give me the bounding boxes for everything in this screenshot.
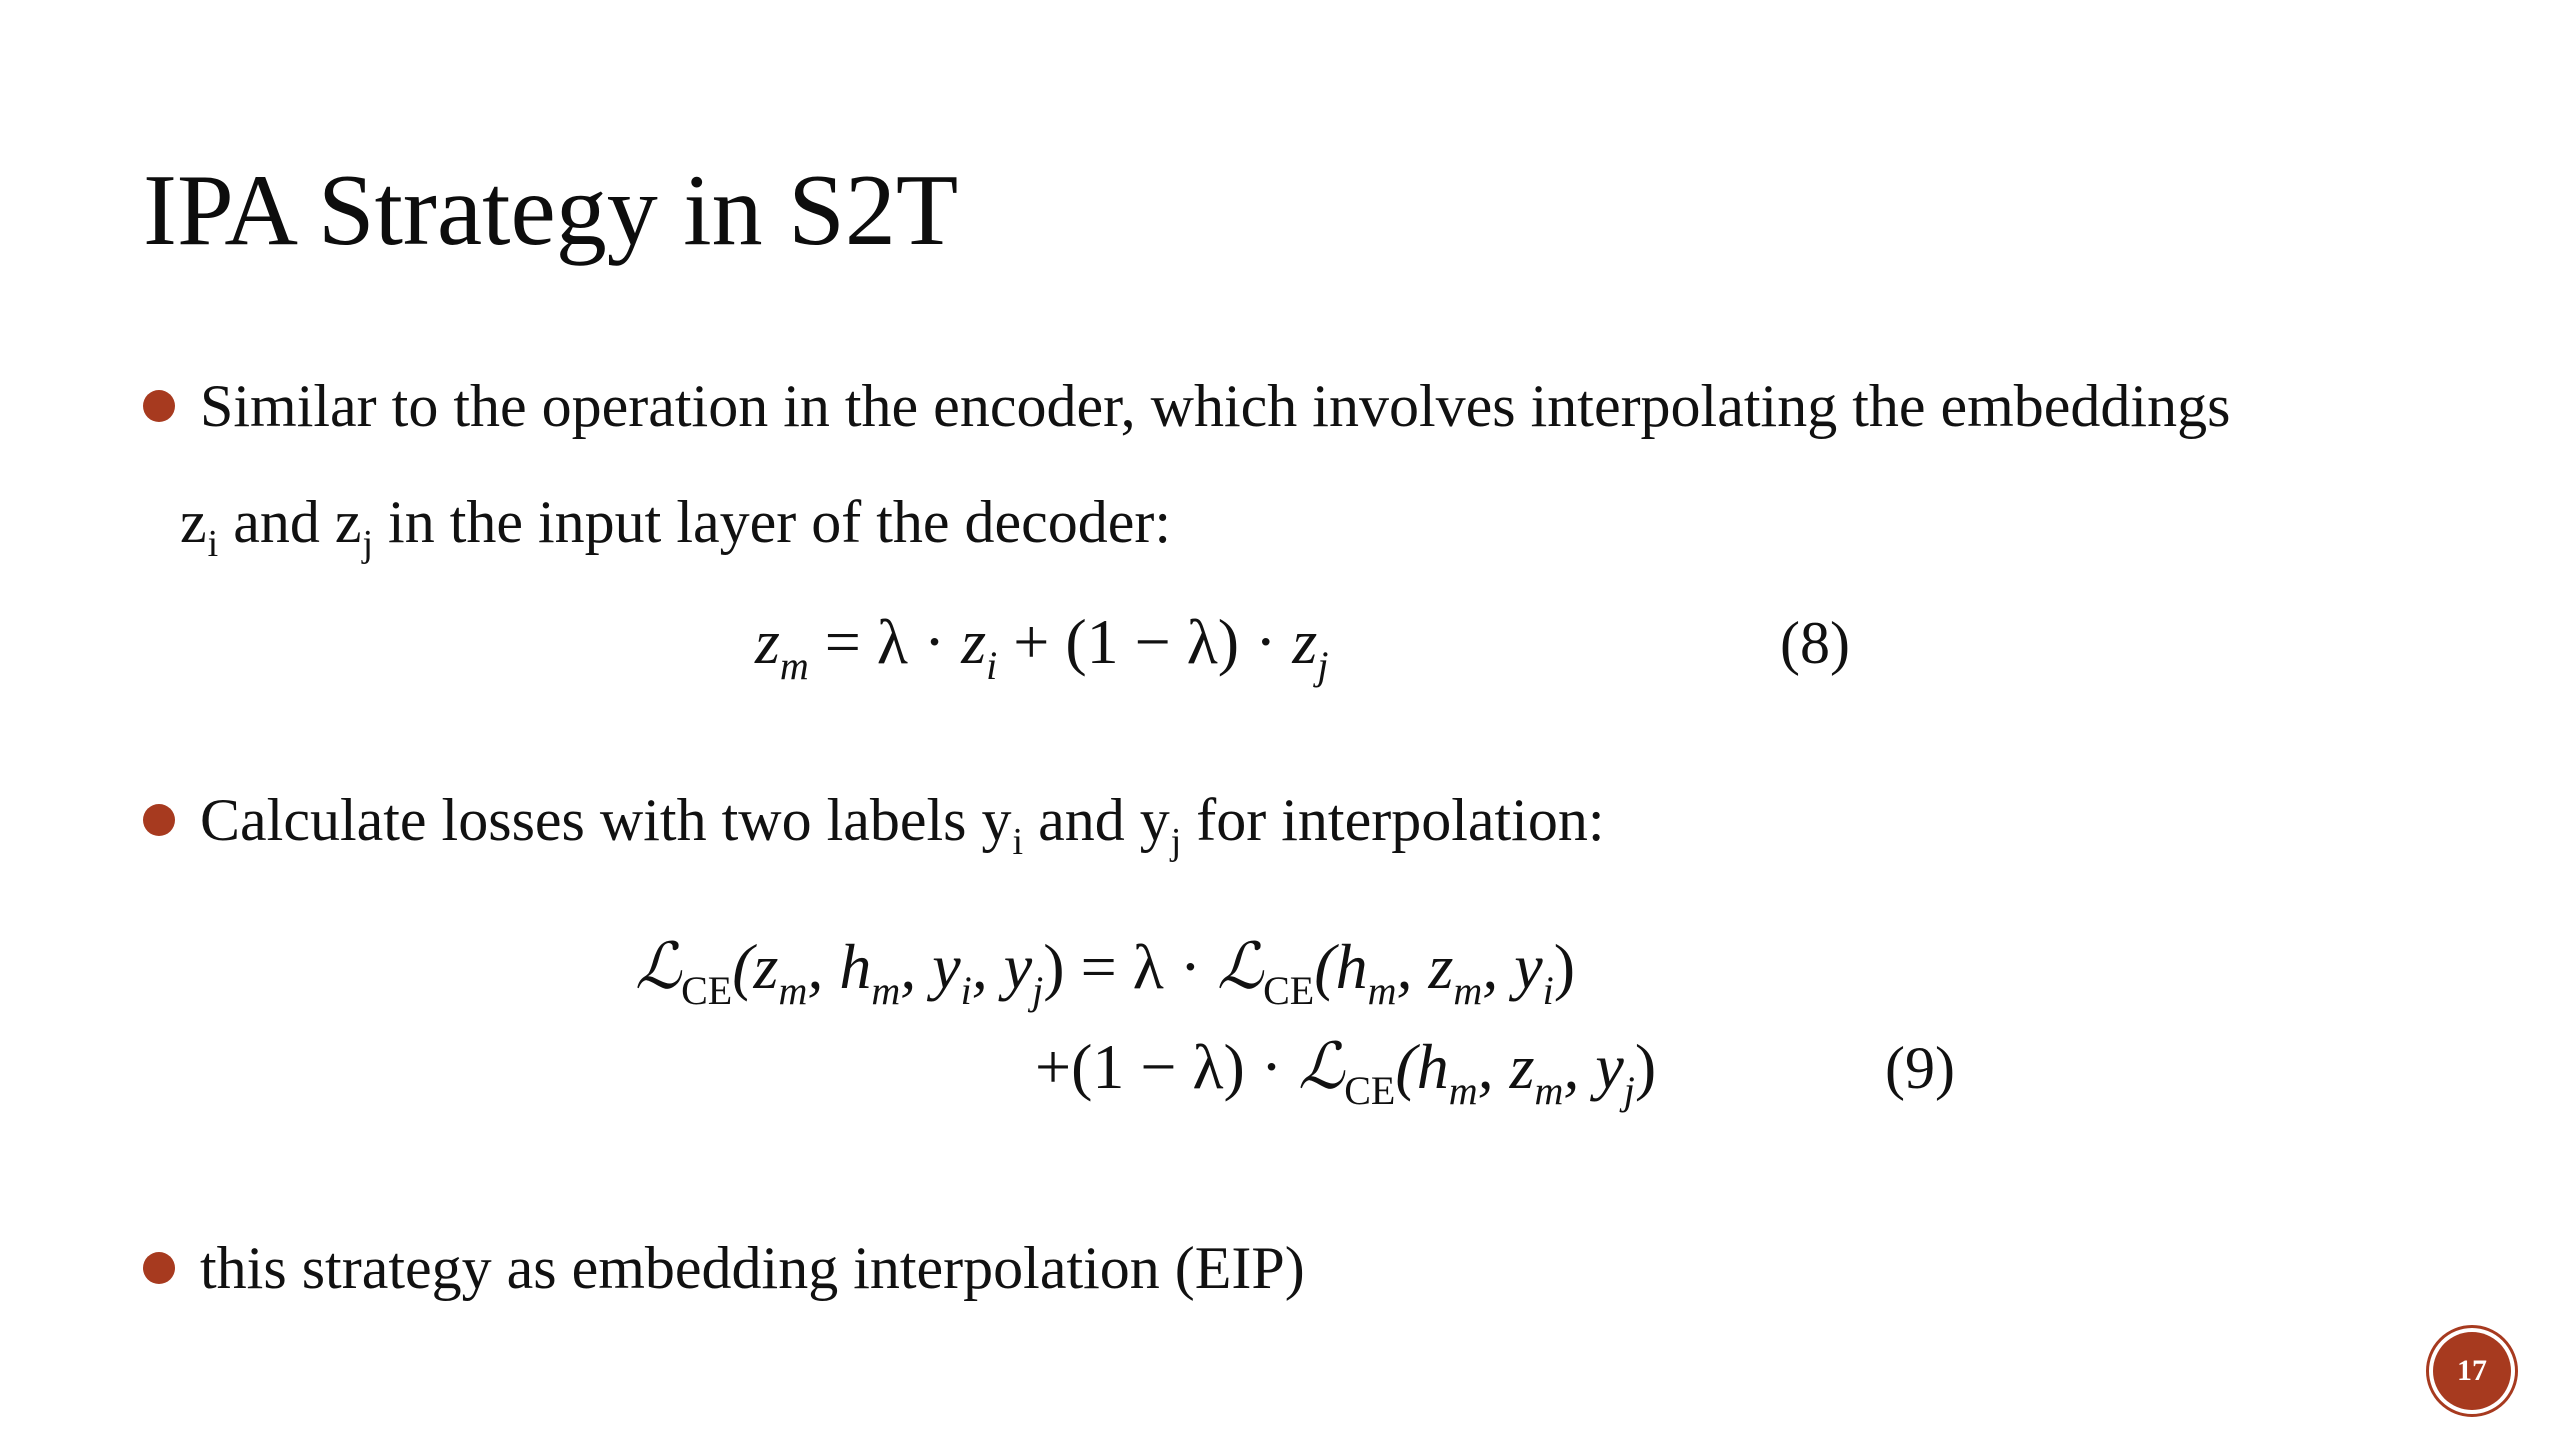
equation-8-number: (8) [1780,610,1850,676]
bullet-dot-icon [143,1252,175,1284]
bullet-3-text: this strategy as embedding interpolation (EIP) [200,1235,1305,1301]
bullet-2-text: Calculate losses with two labels $y_i$ and $y_j$ for interpolation: [200,787,1605,863]
equation-8: $z_m = \lambda \cdot z_i + (1 - \lambda) \cdot z_j$ [755,606,1329,688]
bullet-1-continuation: $z_i$ and $z_j$ in the input layer of the decoder: [180,489,1172,565]
equation-9-number: (9) [1885,1035,1955,1101]
bullet-1-text: Similar to the operation in the encoder, which involves interpolating the embeddings [200,373,2231,439]
bullet-dot-icon [143,390,175,422]
bullet-dot-icon [143,804,175,836]
equation-9-line-1: $ℒ_{CE}(z_m$, $h_m$, $y_i$, $y_j) = \lambda$ · $ℒ_{CE}(h_m$, $z_m$, $y_i$) [635,930,1576,1013]
page-number: 17 [2433,1332,2511,1410]
slide-title: IPA Strategy in S2T [143,154,959,267]
equation-9-line-2: $+(1 - \lambda) \cdot ℒ_{CE}(h_m$, $z_m$, $y_j$) [1035,1030,1657,1113]
page-number-badge [2426,1325,2518,1417]
